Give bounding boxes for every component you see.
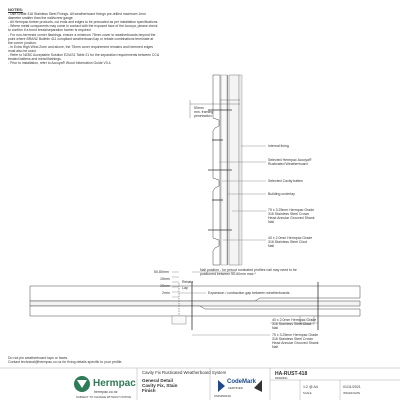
notes-line: point where BRANZ Bulletin 411 compliant weatherboard lap or rebate combinations terminate at — [8, 36, 154, 41]
notes-line: - In Extra High Wind Zone and above, the 75mm cover requirement remains and hemmed edges — [8, 44, 153, 49]
notes-heading: NOTES: — [8, 7, 24, 12]
codemark-certified: CERTIFIED — [228, 386, 243, 390]
notes-line: - Refer to NZBC Acceptable Solution E2/AS1 Table 21 for the separation requirements between CCA — [8, 53, 160, 58]
drawing-label: DRAWING — [275, 377, 288, 380]
cert-number: CMNZ00100 — [214, 394, 232, 398]
cavity-batten-label: Selected Cavity batten — [268, 179, 304, 183]
nail-position-label: Nail position - for precut rusticated profiles nail may need to be positioned between 50-60mm max.* — [200, 268, 297, 277]
notes-line: - Use Grade 316 Stainless Steel Fixings. All weatherboard fixings pre-drilled maximum 1mm — [8, 12, 146, 17]
internal-lining — [239, 75, 242, 265]
plan-ring-nail-label: 75 x 3.25mm Hermpac Grade 316 Stainless Steel Crown Head Annular Grooved Shank Nail — [272, 333, 319, 350]
scale-value: 1:2 @ A4 — [303, 385, 318, 389]
notes-line: must also be used. — [8, 48, 37, 53]
drawing-subtitle: General Detail Cavity Fix, Stain Finish — [142, 378, 178, 393]
issue-date: 01/11/2021 — [343, 385, 361, 389]
ring-nail-label: 75 x 3.25mm Hermpac Grade 316 Stainless Steel Crown Head Annular Grooved Shank Nail — [268, 208, 315, 225]
codemark-logo-icon — [218, 380, 225, 392]
expansion-gap-label: Expansion / contraction gap between weatherboards — [208, 291, 290, 295]
building-underlay-label: Building underlay — [268, 192, 295, 196]
penetration-label: 50mm min. framing penetration — [194, 106, 214, 119]
scale-label: SCALE — [303, 392, 312, 395]
internal-lining-label: Internal lining — [268, 144, 289, 148]
footer-notes — [8, 356, 122, 364]
hermpac-logo-icon — [74, 376, 90, 392]
rebate-label: Rebate — [182, 280, 194, 284]
notes-line: treated battens and metal flashings. — [8, 57, 62, 62]
codemark-brand: CodeMark — [227, 379, 257, 385]
notes-line: the corner junction. — [8, 40, 37, 45]
notes-line: diameter smaller than the nail/screw gauge. — [8, 16, 74, 21]
lap-label: Lap — [182, 286, 188, 290]
notes-line: - All Hermpac timber products, cut ends and edges to be precoated as per installation specifications. — [8, 20, 159, 25]
footer-note: Contact technical@hermpac.co.nz for fixing details specific to your profile. — [8, 360, 123, 365]
drawing-title: Cavity Fix Rusticated Weatherboard System — [142, 370, 227, 375]
drawing-number: HA-RUST-418 — [275, 371, 308, 377]
gap-dim: 2mm — [162, 291, 170, 295]
clout-nail-label: 40 x 2.0mm Hermpac Grade 316 Stainless Steel Clout Nail — [268, 236, 313, 249]
brand-name: Hermpac — [93, 378, 136, 389]
notes-line: - Where metal components may come in contact with the exposed face of the Accoya, please check — [8, 24, 158, 29]
notes-line: to confirm if a bond break/separation barrier is required. — [8, 28, 92, 33]
dim-50-80: 50-80mm — [154, 270, 169, 274]
subject-note: SUBJECT TO CHANGE WITHOUT NOTICE — [76, 395, 132, 399]
issue-date-label: ISSUED DATE — [343, 392, 361, 395]
dim-15: 15mm — [160, 277, 170, 281]
horizontal-board-detail — [30, 283, 360, 320]
plan-clout-nail-label: 40 x 2.0mm Hermpac Grade 316 Stainless Steel Clout Nail — [272, 318, 317, 331]
dim-25: 25mm — [160, 284, 170, 288]
notes-line: - For non-hermned corner flashings, ensure a minimum 75mm cover to weatherboards beyond the — [8, 32, 156, 37]
notes-line: - Prior to installation, refer to Accoya® Wood Information Guide V3.4. — [8, 61, 112, 66]
website: hermpac.co.nz — [94, 390, 118, 394]
weatherboard-label: Selected Hermpac Accoya® Rusticated Weatherboard — [268, 158, 312, 167]
footer-note: Do not pin weatherboard laps or faces. — [8, 356, 69, 360]
